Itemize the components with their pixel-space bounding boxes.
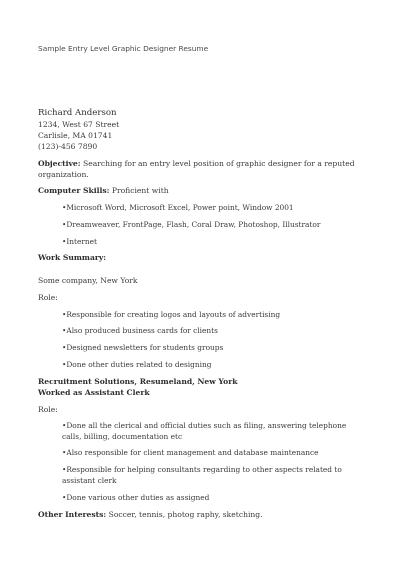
job2-duty-item: •Also responsible for client management and database maintenance xyxy=(62,448,319,457)
skills-label: Computer Skills: xyxy=(38,186,110,195)
skills-intro: Proficient with xyxy=(111,186,169,195)
interests-section xyxy=(38,510,263,520)
job1-company: Some company, New York xyxy=(38,276,138,285)
objective-section xyxy=(38,158,358,180)
address-street: 1234, West 67 Street xyxy=(38,120,120,129)
applicant-name: Richard Anderson xyxy=(38,108,117,118)
job2-company: Recruitment Solutions, Resumeland, New York xyxy=(38,377,238,386)
phone-number: (123)-456 7890 xyxy=(38,142,98,151)
job2-title: Worked as Assistant Clerk xyxy=(38,388,150,397)
interests-label: Other Interests: xyxy=(38,510,107,519)
job1-duty-item: •Responsible for creating logos and layouts of advertising xyxy=(62,310,281,319)
job1-role-label: Role: xyxy=(38,293,58,302)
job1-duty-item: •Done other duties related to designing xyxy=(62,360,212,369)
skill-item: •Microsoft Word, Microsoft Excel, Power point, Window 2001 xyxy=(62,203,294,212)
job2-duty-item: •Responsible for helping consultants regarding to other aspects related to assistant clerk xyxy=(62,465,342,485)
job2-role-label: Role: xyxy=(38,405,58,414)
job2-duty-item: •Done various other duties as assigned xyxy=(62,493,210,502)
objective-text: Searching for an entry level position of graphic designer for a reputed organization. xyxy=(38,159,355,179)
work-summary-heading: Work Summary: xyxy=(38,253,107,262)
job2-duty-item: •Done all the clerical and official duties such as filing, answering telephone calls, billing, documentation etc xyxy=(62,421,347,441)
interests-text: Soccer, tennis, photog raphy, sketching. xyxy=(108,510,263,519)
job1-duty-item: •Also produced business cards for clients xyxy=(62,326,218,335)
address-city: Carlisle, MA 01741 xyxy=(38,131,113,140)
skill-item: •Dreamweaver, FrontPage, Flash, Coral Draw, Photoshop, Illustrator xyxy=(62,220,321,229)
objective-label: Objective: xyxy=(38,159,81,168)
skill-item: •Internet xyxy=(62,237,98,246)
skills-heading xyxy=(38,186,169,196)
document-title: Sample Entry Level Graphic Designer Resume xyxy=(38,44,209,53)
job1-duty-item: •Designed newsletters for students groups xyxy=(62,343,224,352)
